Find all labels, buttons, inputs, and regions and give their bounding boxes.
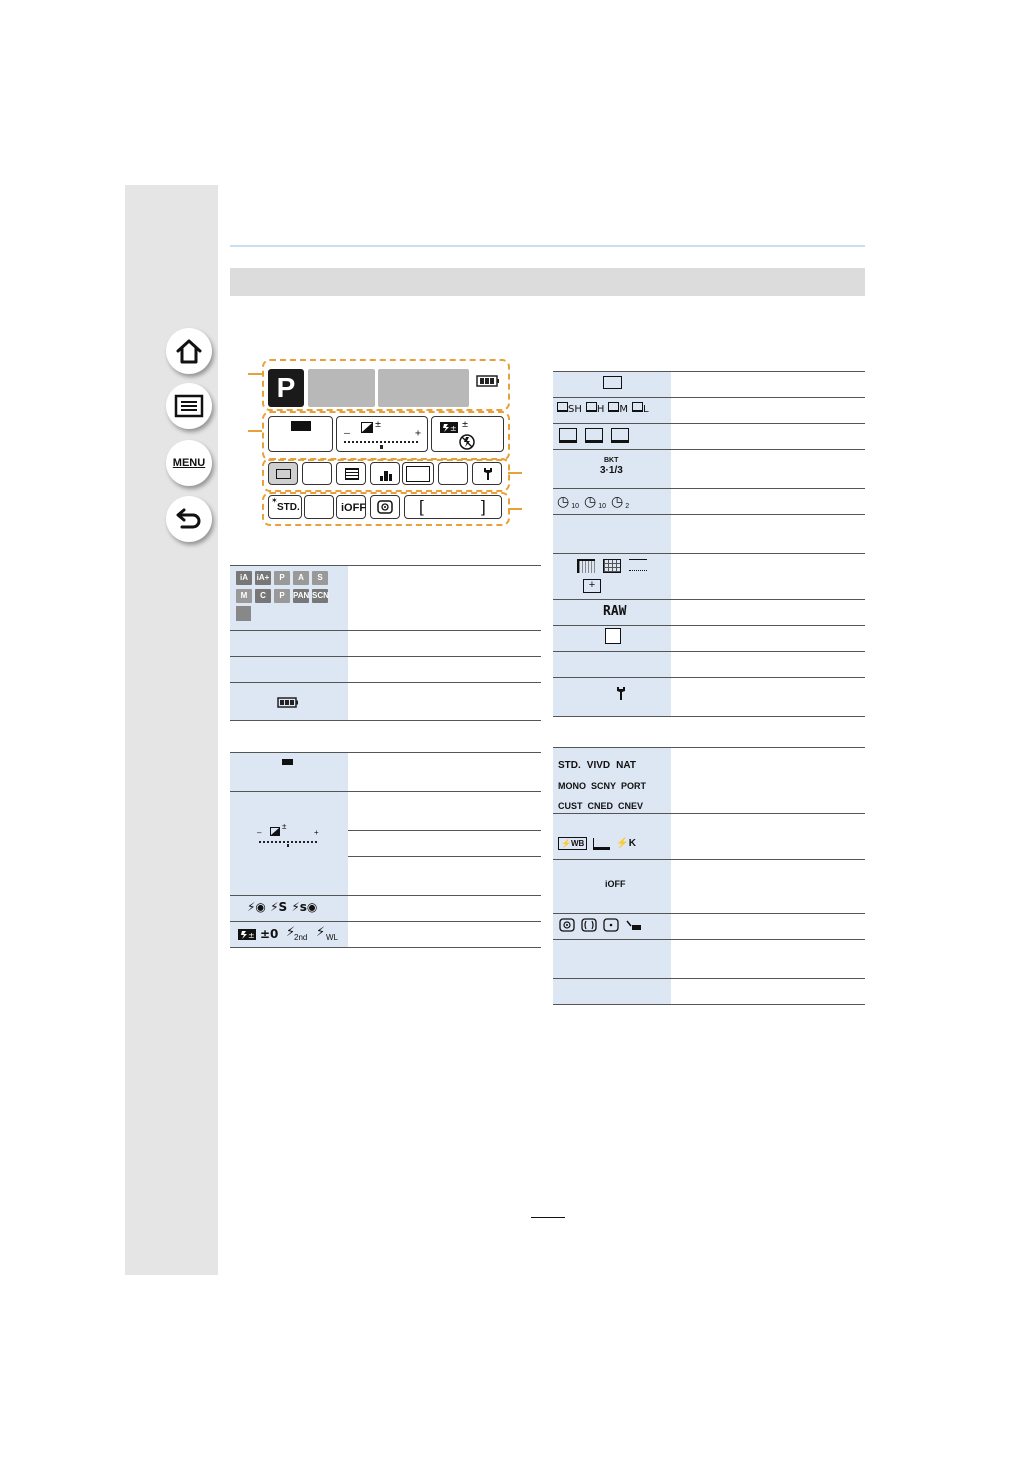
screen-cell-idynamic — [336, 495, 366, 519]
screen-cell-flash — [431, 416, 504, 452]
ev-sign-table: ± — [282, 822, 287, 831]
ev-sign: ± — [375, 419, 382, 430]
mode-ia-icon: iA — [236, 571, 252, 585]
page-number-rule — [531, 1217, 565, 1218]
burst-h-label: H — [596, 404, 605, 415]
home-icon — [174, 337, 204, 365]
mode-icons-row-1 — [236, 569, 331, 587]
metering-icons — [559, 918, 643, 932]
menu-button[interactable] — [166, 440, 212, 486]
exposure-scale — [344, 441, 418, 443]
exposure-scale-table — [259, 841, 317, 843]
screen-diagram — [230, 355, 530, 530]
timer-icon-1: ◷ — [557, 493, 570, 509]
timer-icon-3: ◷ — [611, 493, 624, 509]
screen-cell-setup — [472, 462, 502, 485]
flash-2nd-label: 2nd — [294, 933, 308, 942]
mode-ia-plus-icon: iA+ — [255, 571, 271, 585]
mode-a-icon: A — [293, 571, 309, 585]
metering-highlight-icon — [625, 918, 643, 932]
burst-speed-icons — [557, 402, 649, 415]
mode-indicator: P — [268, 369, 304, 407]
style-scny: SCNY — [591, 781, 617, 791]
screen-block-b — [378, 369, 469, 407]
screen-cell-blank-1 — [302, 462, 332, 485]
scale-right-table: + — [314, 828, 319, 837]
single-drive-icon — [603, 376, 622, 389]
flash-modes-icons: ⚡◉ ⚡S ⚡s◉ — [247, 900, 318, 914]
4k-burst-start-stop-icon — [585, 428, 603, 443]
guide-1-icon — [577, 559, 595, 573]
bracket-label: BKT — [604, 457, 619, 464]
callout-3 — [508, 472, 522, 474]
contents-button[interactable] — [166, 383, 212, 429]
mode-panorama-icon: PAN — [293, 589, 309, 603]
flash-adjust-value: ±0 — [260, 927, 279, 941]
style-label: STD. — [277, 502, 300, 513]
callout-1 — [248, 373, 262, 375]
frame-icon — [605, 628, 621, 644]
right-table — [553, 371, 865, 1005]
metering-center-icon — [581, 918, 597, 932]
home-button[interactable] — [166, 328, 212, 374]
screen-block-a — [308, 369, 375, 407]
svg-text:±: ± — [450, 424, 457, 433]
scale-left-table: – — [257, 828, 262, 837]
style-vivd: VIVD — [586, 760, 611, 771]
style-cnev: CNEV — [618, 801, 644, 811]
mode-m-icon: M — [236, 589, 252, 603]
callout-2 — [248, 430, 262, 432]
ioff-label: iOFF — [341, 502, 367, 514]
flash-adjust-icon-table — [238, 927, 256, 945]
screen-cell-drive — [268, 462, 298, 485]
burst-l-label: L — [643, 404, 649, 415]
4k-burst-icon — [559, 428, 577, 443]
bracket-value: 3·1/3 — [600, 465, 623, 476]
4k-photo-icons — [559, 428, 629, 443]
picture-size-icon — [282, 759, 293, 765]
screen-cell-quality — [268, 416, 333, 452]
wb-k-icon: ⚡K — [616, 838, 636, 849]
screen-cell-frame — [402, 462, 434, 485]
flash-adjust-icon — [440, 420, 458, 438]
mode-creative-icon — [236, 606, 251, 621]
style-nat: NAT — [616, 760, 636, 771]
screen-cell-blank-2 — [438, 462, 468, 485]
left-table — [230, 565, 541, 948]
flash-wl-label: WL — [326, 933, 338, 942]
ev-icon-table — [270, 823, 280, 841]
menu-label: MENU — [172, 457, 206, 469]
screen-cell-metering — [370, 495, 400, 519]
guide-4-icon: + — [583, 579, 601, 593]
metering-spot-icon — [603, 918, 619, 932]
screen-cell-blank-3 — [304, 495, 334, 519]
battery-icon-table — [277, 695, 299, 713]
mode-custom-icon: C — [255, 589, 271, 603]
self-timer-icons: ◷ 10 ◷ 10 ◷ 2 — [557, 493, 630, 510]
guide-3-icon — [629, 559, 647, 571]
flash-sign: ± — [462, 419, 469, 430]
burst-sh-label: SH — [568, 404, 582, 415]
wb-set-icon — [593, 838, 610, 850]
ev-icon — [361, 420, 373, 438]
timer-icon-2: ◷ — [584, 493, 597, 509]
flash-off-icon — [459, 434, 475, 455]
flash-wireless-icon: ⚡ — [316, 925, 326, 940]
header-rule — [230, 245, 865, 247]
scale-left-mark: – — [344, 428, 351, 439]
svg-text:±: ± — [248, 931, 255, 940]
wb-flash-icon: ⚡WB — [558, 837, 587, 850]
mode-s-icon: S — [312, 571, 328, 585]
screen-cell-style: STD. ✶ — [268, 495, 302, 519]
flash-2nd-icon: ⚡ — [286, 925, 296, 940]
mode-scene-icon: SCN — [312, 589, 328, 603]
raw-label: RAW — [603, 604, 627, 619]
mode-p-icon: P — [274, 571, 290, 585]
ioff-table-label: iOFF — [605, 879, 626, 889]
style-std: STD. — [558, 760, 581, 771]
4k-pre-burst-icon — [611, 428, 629, 443]
photo-style-icons — [558, 751, 670, 811]
battery-icon — [476, 374, 500, 392]
list-icon — [174, 394, 204, 418]
screen-cell-af-area: [ ] — [404, 495, 502, 519]
screen-cell-exposure — [336, 416, 428, 452]
section-title-bar — [230, 268, 865, 296]
guide-2-icon — [603, 559, 621, 573]
back-button[interactable] — [166, 496, 212, 542]
white-balance-icons — [558, 837, 636, 850]
screen-cell-grid — [336, 462, 366, 485]
timer-10-label: 10 — [571, 503, 580, 510]
mode-icons-row-2 — [236, 587, 331, 605]
back-arrow-icon — [174, 506, 204, 532]
guide-line-icons — [577, 559, 647, 573]
metering-icon — [377, 500, 393, 519]
style-cned: CNED — [587, 801, 614, 811]
screen-cell-histogram — [370, 462, 400, 485]
timer-2-label: 2 — [625, 503, 630, 510]
burst-m-label: M — [619, 404, 629, 415]
scale-right-mark: + — [415, 428, 422, 439]
callout-4 — [508, 508, 522, 510]
mode-p-small-icon: P — [274, 589, 290, 603]
style-cust: CUST — [558, 801, 583, 811]
style-port: PORT — [621, 781, 647, 791]
metering-multi-icon — [559, 918, 575, 932]
histogram-icon — [380, 468, 394, 486]
wrench-icon-table — [617, 687, 625, 706]
wrench-icon — [483, 467, 493, 486]
style-mono: MONO — [558, 781, 586, 791]
